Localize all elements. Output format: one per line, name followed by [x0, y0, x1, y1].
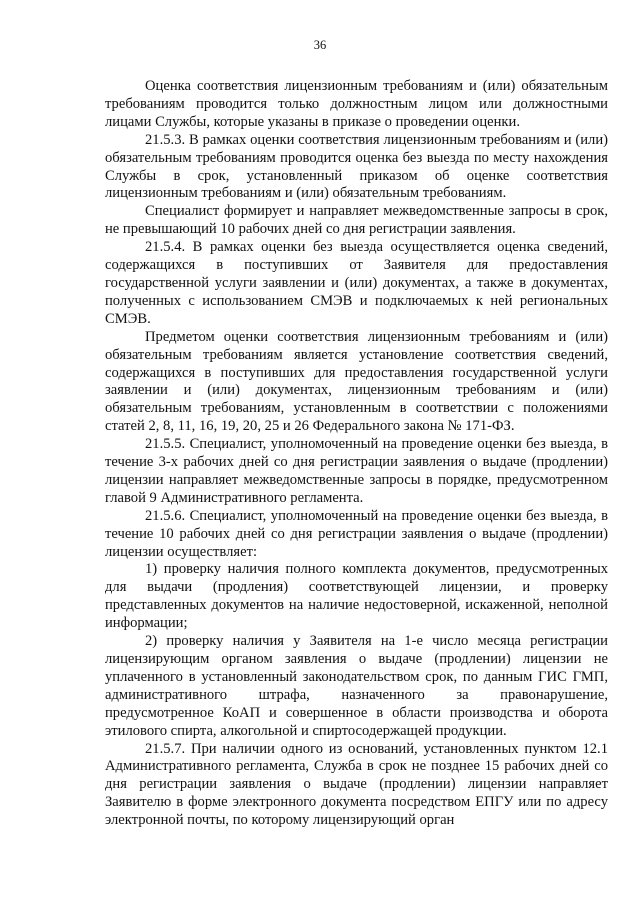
paragraph-21-5-3: 21.5.3. В рамках оценки соответствия лицензионным требованиям и (или) обязательным требованиям проводится оценка без выезда по месту нахождения Службы в срок, установленный приказом об оценке соответствия лицензионным требованиям и (или) обязательным требованиям. — [105, 131, 608, 202]
paragraph-assessment-officials: Оценка соответствия лицензионным требованиям и (или) обязательным требованиям проводится только должностным лицом или должностными лицами Службы, которые указаны в приказе о проведении оценки. — [105, 78, 608, 130]
list-item-2: 2) проверку наличия у Заявителя на 1-е число месяца регистрации лицензирующим органом заявления о выдаче (продлении) лицензии не уплаченного в установленный законодательством срок, по данным ГИС ГМП, административного штрафа, назначенного за правонарушение, предусмотренное КоАП и совершенное в области производства и оборота этилового спирта, алкогольной и спиртосодержащей продукции. — [105, 633, 608, 739]
paragraph-assessment-subject: Предметом оценки соответствия лицензионным требованиям и (или) обязательным требованиям является установление соответствия сведений, содержащихся в поступивших для предоставления государственной услуги заявлении и (или) документах, лицензионным требованиям и (или) обязательным требованиям, установленным в соответствии с положениями статей 2, 8, 11, 16, 19, 20, 25 и 26 Федерального закона № 171-ФЗ. — [105, 328, 608, 435]
paragraph-21-5-6: 21.5.6. Специалист, уполномоченный на проведение оценки без выезда, в течение 10 рабочих дней со дня регистрации заявления о выдаче (продлении) лицензии осуществляет: — [105, 507, 608, 560]
page-number: 36 — [313, 38, 327, 52]
document-body — [105, 78, 608, 830]
paragraph-interagency-requests: Специалист формирует и направляет межведомственные запросы в срок, не превышающий 10 рабочих дней со дня регистрации заявления. — [105, 203, 608, 238]
list-item-1: 1) проверку наличия полного комплекта документов, предусмотренных для выдачи (продления) соответствующей лицензии, и проверку представленных документов на наличие недостоверной, искаженной, неполной информации; — [105, 561, 608, 632]
paragraph-21-5-4: 21.5.4. В рамках оценки без выезда осуществляется оценка сведений, содержащихся в поступивших от Заявителя для предоставления государственной услуги заявлении и (или) документах, а также в документах, полученных с использованием СМЭВ и подключаемых к ней региональных СМЭВ. — [105, 239, 608, 327]
paragraph-21-5-7: 21.5.7. При наличии одного из оснований, установленных пунктом 12.1 Административного регламента, Служба в срок не позднее 15 рабочих дней со дня регистрации заявления о выдаче (продлении) лицензии направляет Заявителю в форме электронного документа посредством ЕПГУ или по адресу электронной почты, по которому лицензирующий орган — [105, 740, 608, 829]
paragraph-21-5-5: 21.5.5. Специалист, уполномоченный на проведение оценки без выезда, в течение 3-х рабочих дней со дня регистрации заявления о выдаче (продлении) лицензии направляет межведомственные запросы в порядке, предусмотренном главой 9 Административного регламента. — [105, 436, 608, 506]
